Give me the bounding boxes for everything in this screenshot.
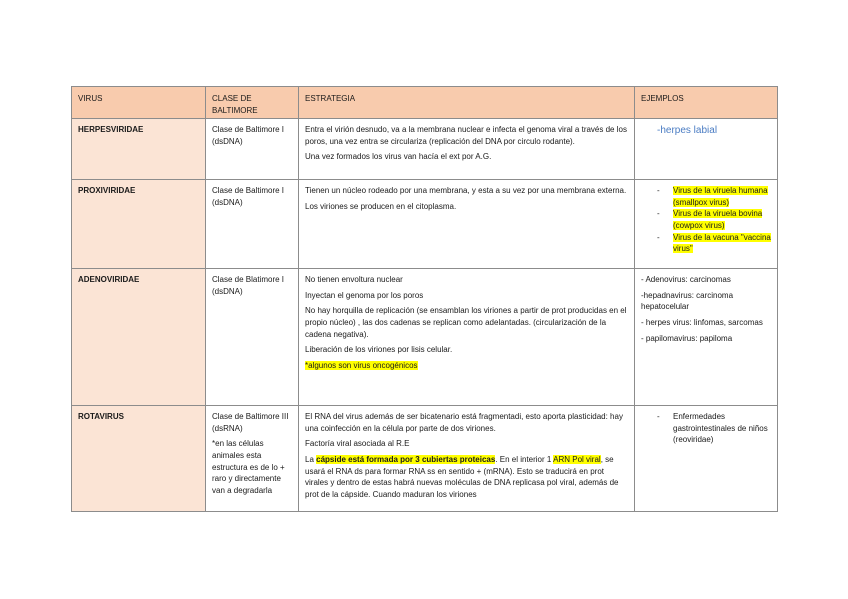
baltimore-class: Clase de Baltimore III (dsRNA): [212, 412, 289, 433]
strategy-cell: [299, 180, 635, 269]
example-item: -herpes labial: [657, 125, 718, 137]
example-item: Virus de la vacuna "vaccina virus": [673, 232, 771, 254]
strategy-text: Inyectan el genoma por los poros: [305, 290, 424, 300]
example-item: Virus de la viruela bovina (cowpox virus): [673, 209, 763, 230]
table-row: [72, 119, 778, 180]
example-list: [641, 411, 771, 446]
baltimore-class: Clase de Baltimore I (dsDNA): [206, 180, 299, 269]
examples-cell: [635, 406, 778, 512]
example-item: - Adenovirus: carcinomas: [641, 275, 731, 285]
strategy-text: No tienen envoltura nuclear: [305, 275, 403, 285]
virus-name: ROTAVIRUS: [72, 406, 206, 512]
virus-name: PROXIVIRIDAE: [72, 180, 206, 269]
strategy-cell: [299, 406, 635, 512]
example-item: -hepadnavirus: carcinoma hepatocelular: [641, 290, 734, 312]
virus-name: ADENOVIRIDAE: [72, 269, 206, 406]
list-item: - Enfermedades gastrointestinales de niños (reoviridae): [657, 412, 768, 445]
strategy-text: La cápside está formada por 3 cubiertas proteicas. En el interior 1 ARN Pol viral, se usará el RNA ds para formar RNA ss en sentido + (mRNA). Esto se traducirá en prot virales y dentro de estas habrá nuevas moléculas de DNA replicasa pol viral, además de prot de la cápside. Cuando maduran los viriones: [305, 454, 619, 499]
strategy-text: Entra el virión desnudo, va a la membrana nuclear e infecta el genoma viral a través de los poros, una vez entra se circulariza (replicación del DNA por circulo rodante).: [305, 125, 627, 146]
strategy-text: Factoría viral asociada al R.E: [305, 439, 410, 449]
header-virus: VIRUS: [72, 87, 206, 119]
strategy-text: Los viriones se producen en el citoplasma.: [305, 201, 457, 211]
examples-cell: [635, 119, 778, 180]
table-row: [72, 269, 778, 406]
example-item: - papilomavirus: papiloma: [641, 333, 733, 343]
list-item: - Virus de la viruela bovina (cowpox virus): [657, 209, 763, 230]
header-estrategia: ESTRATEGIA: [299, 87, 635, 119]
table-row: [72, 180, 778, 269]
example-list: [641, 185, 771, 255]
table-header-row: [72, 87, 778, 119]
strategy-cell: [299, 119, 635, 180]
virus-name: HERPESVIRIDAE: [72, 119, 206, 180]
oncogenic-note: *algunos son virus oncogénicos: [305, 360, 418, 370]
strategy-text: [305, 360, 628, 372]
list-item: - Virus de la vacuna "vaccina virus": [657, 232, 771, 254]
strategy-text: Tienen un núcleo rodeado por una membrana, y esta a su vez por una membrana externa.: [305, 186, 627, 196]
examples-cell: [635, 180, 778, 269]
baltimore-class: Clase de Blatimore I (dsDNA): [206, 269, 299, 406]
baltimore-class-cell: [206, 406, 299, 512]
strategy-text: Una vez formados los virus van hacía el ext por A.G.: [305, 152, 492, 162]
table-row: [72, 406, 778, 512]
example-item: - herpes virus: linfomas, sarcomas: [641, 317, 763, 327]
strategy-text: No hay horquilla de replicación (se ensamblan los viriones a partir de prot producidas en el propio núcleo) , las dos cadenas se replican como adelantadas. (circularización de la cadena negativa).: [305, 306, 627, 339]
baltimore-class: Clase de Baltimore I (dsDNA): [206, 119, 299, 180]
list-item: - Virus de la viruela humana (smallpox virus): [657, 186, 768, 207]
example-item: Virus de la viruela humana (smallpox virus): [673, 186, 768, 207]
strategy-text: Liberación de los viriones por lisis celular.: [305, 345, 453, 355]
examples-cell: [635, 269, 778, 406]
header-ejemplos: EJEMPLOS: [635, 87, 778, 119]
strategy-cell: [299, 269, 635, 406]
highlight-arn-pol: ARN Pol viral: [553, 454, 601, 464]
header-clase: CLASE DE BALTIMORE: [206, 87, 299, 119]
virus-table: [71, 86, 778, 512]
example-item: Enfermedades gastrointestinales de niños (reoviridae): [673, 412, 768, 445]
class-note: *en las células animales esta estructura es de lo + raro y directamente van a degradarla: [212, 439, 285, 495]
strategy-text: El RNA del virus además de ser bicatenario está fragmentadi, esto aporta plasticidad: hay una coinfección en la célula por parte de dos viriones.: [305, 412, 623, 433]
highlight-capside: cápside está formada por 3 cubiertas proteicas: [316, 454, 496, 464]
